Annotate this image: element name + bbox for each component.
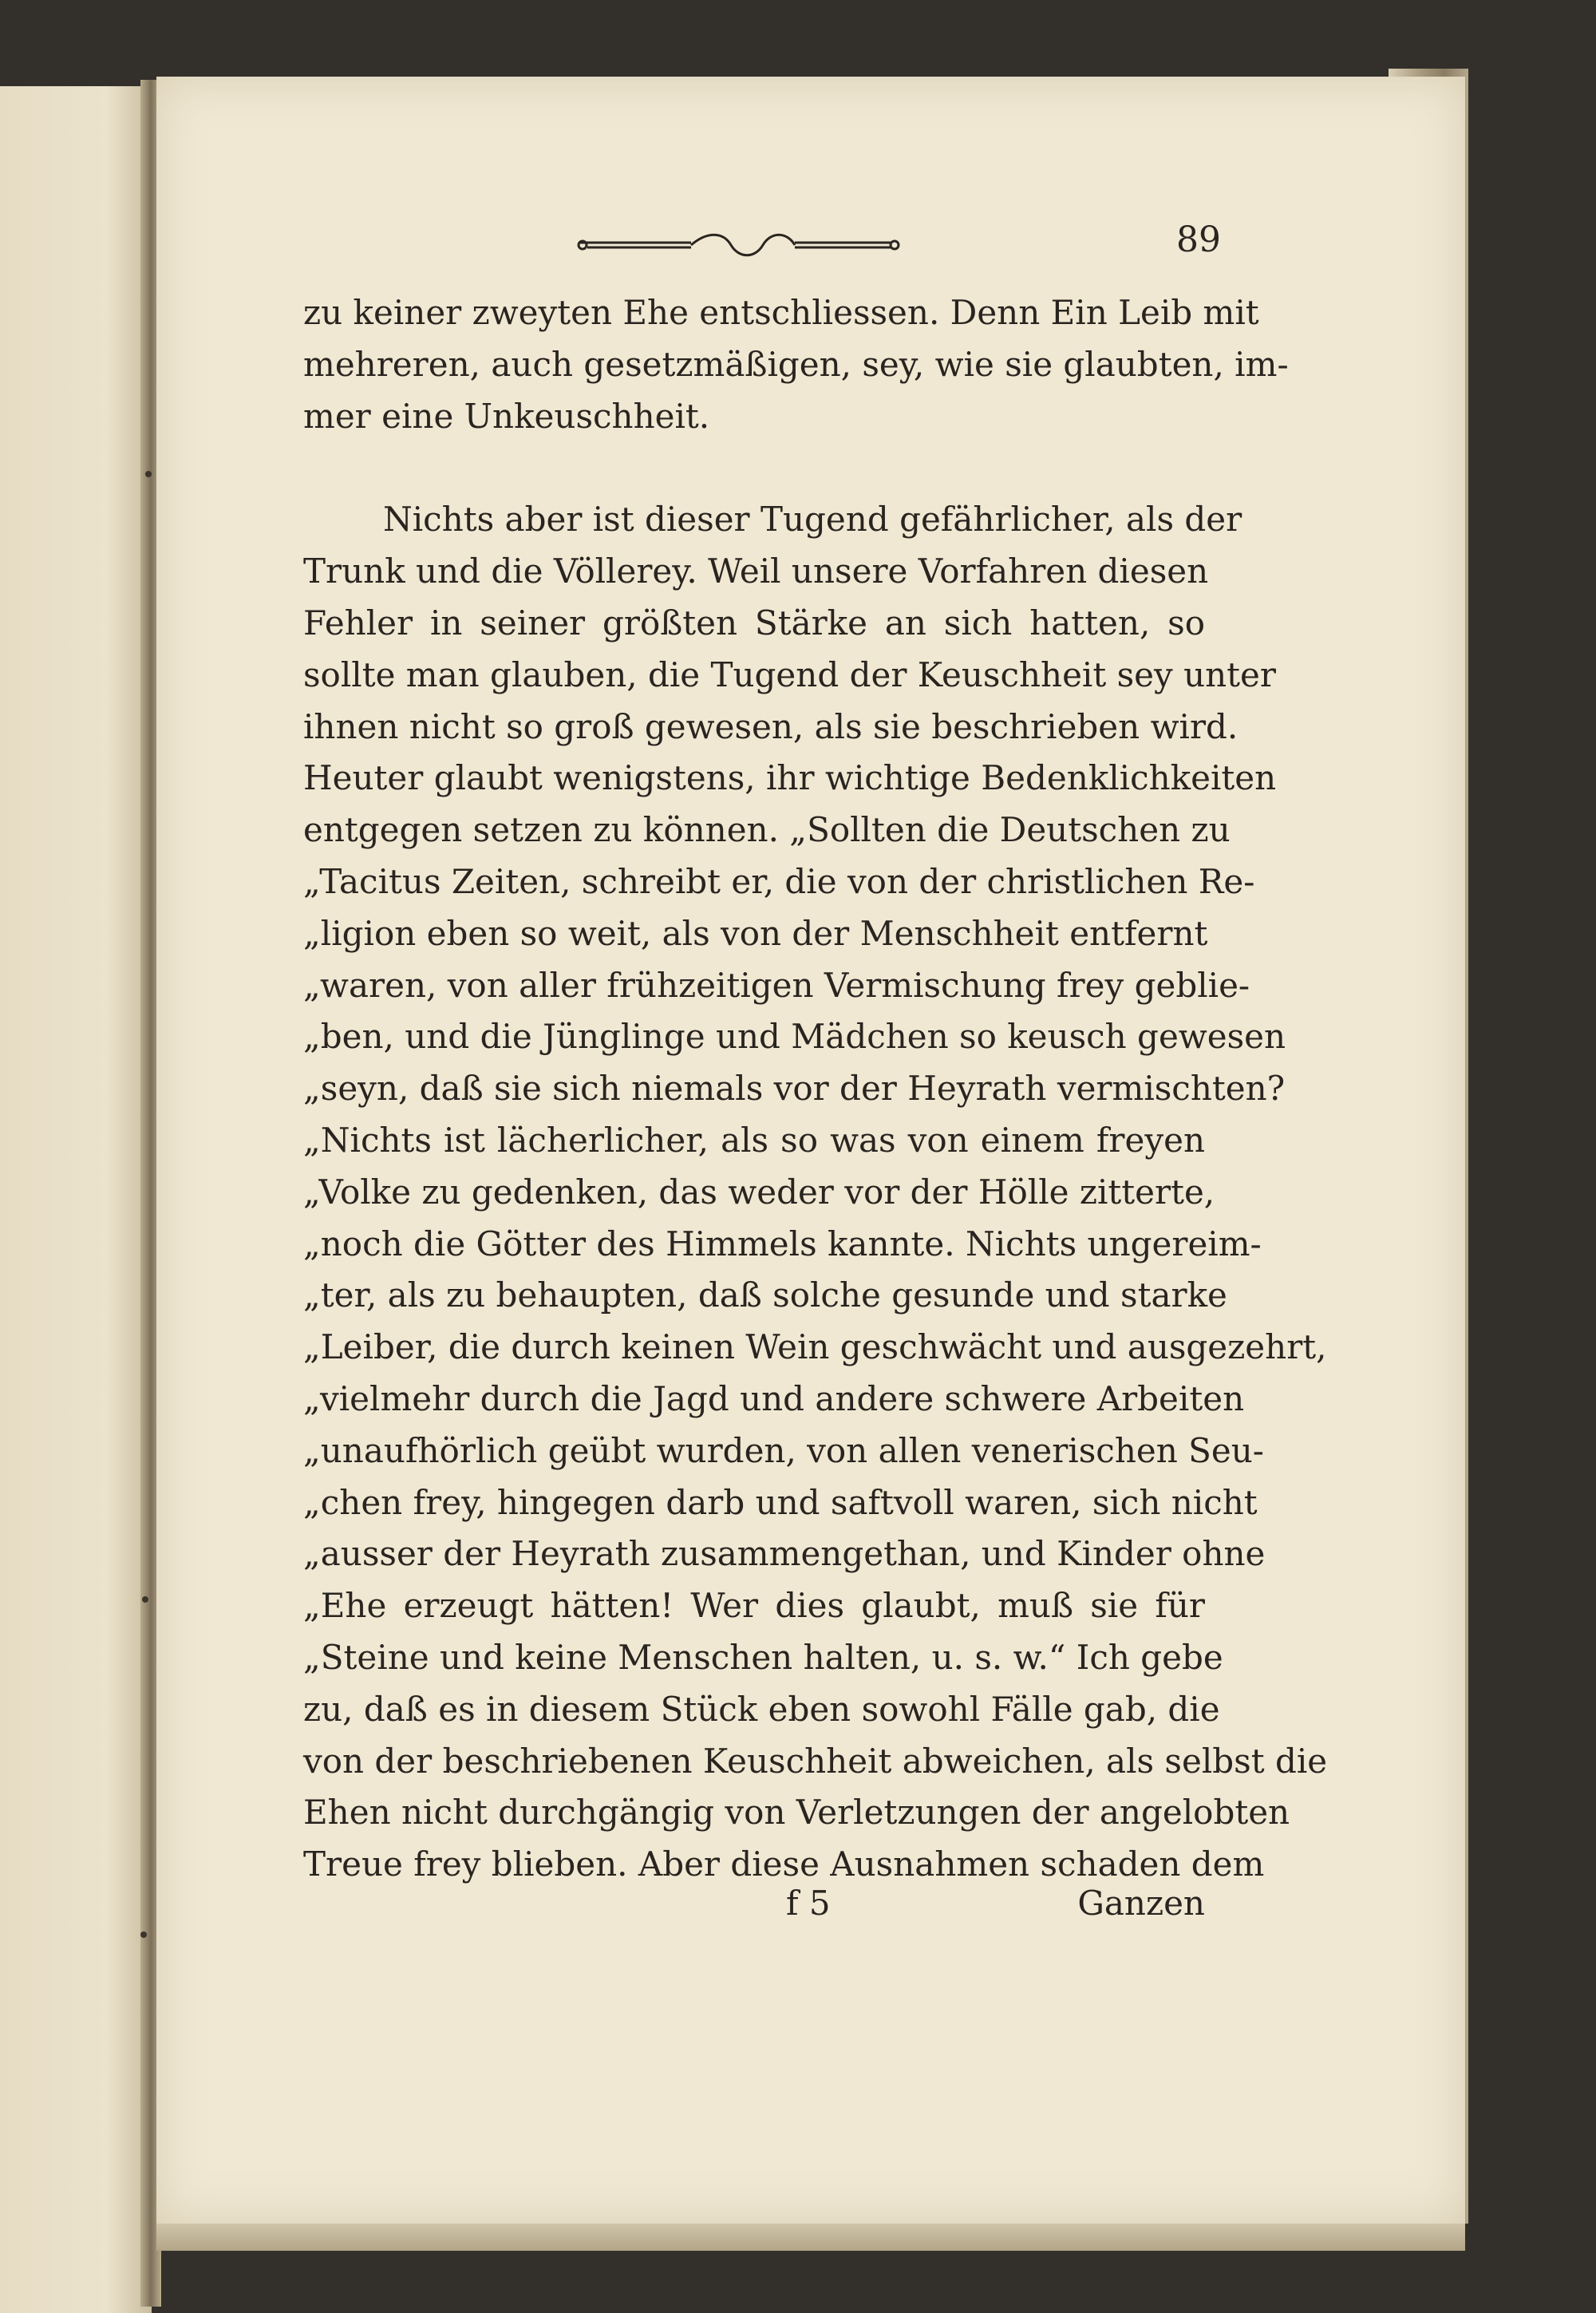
text-line: entgegen setzen zu können. „Sollten die Deutschen zu (303, 810, 1231, 850)
text-line: sollte man glauben, die Tugend der Keuschheit sey unter (303, 654, 1276, 694)
text-line: ihnen nicht so groß gewesen, als sie beschrieben wird. (303, 706, 1238, 746)
text-line: Ehen nicht durchgängig von Verletzungen der angelobten (303, 1793, 1290, 1833)
text-line: zu keiner zweyten Ehe entschliessen. Denn Ein Leib mit (303, 293, 1259, 332)
text-line: Treue frey blieben. Aber diese Ausnahmen schaden dem (303, 1844, 1265, 1884)
left-page-edge (0, 86, 152, 2313)
text-line: „Tacitus Zeiten, schreibt er, die von der christlichen Re- (303, 861, 1255, 901)
body-text (303, 287, 1328, 1943)
paper-speck (145, 471, 152, 477)
text-line: „chen frey, hingegen darb und saftvoll waren, sich nicht (303, 1482, 1258, 1522)
text-line: „unaufhörlich geübt wurden, von allen venerischen Seu- (303, 1430, 1264, 1470)
paragraph (303, 494, 1328, 1942)
text-line: „noch die Götter des Himmels kannte. Nichts ungereim- (303, 1224, 1262, 1263)
paper-speck (140, 1931, 147, 1938)
text-line: von der beschriebenen Keuschheit abweichen, als selbst die (303, 1741, 1328, 1781)
text-line: „Nichts ist lächerlicher, als so was von einem freyen (303, 1120, 1205, 1160)
page-number: 89 (1176, 219, 1221, 260)
text-line: mer eine Unkeuschheit. (303, 396, 710, 436)
text-line: „Volke zu gedenken, das weder vor der Hölle zitterte, (303, 1172, 1215, 1212)
text-line: „ter, als zu behaupten, daß solche gesunde und starke (303, 1275, 1227, 1315)
text-line: mehreren, auch gesetzmäßigen, sey, wie sie glaubten, im- (303, 344, 1289, 384)
text-line: Nichts aber ist dieser Tugend gefährlicher, als der (383, 500, 1242, 540)
text-line: „seyn, daß sie sich niemals vor der Heyrath vermischten? (303, 1069, 1286, 1109)
text-line: Trunk und die Völlerey. Weil unsere Vorfahren diesen (303, 552, 1209, 591)
text-line: Heuter glaubt wenigstens, ihr wichtige Bedenklichkeiten (303, 758, 1277, 798)
catchword: Ganzen (1077, 1884, 1205, 1923)
signature-mark: f 5 (786, 1884, 831, 1923)
text-line: „Leiber, die durch keinen Wein geschwächt und ausgezehrt, (303, 1327, 1327, 1367)
text-line: zu, daß es in diesem Stück eben sowohl Fälle gab, die (303, 1689, 1220, 1729)
paragraph (303, 287, 1289, 442)
text-line: „Steine und keine Menschen halten, u. s. w.“ Ich gebe (303, 1637, 1223, 1677)
text-line: „ausser der Heyrath zusammengethan, und Kinder ohne (303, 1534, 1266, 1574)
page-footer (303, 1884, 1205, 1939)
header-ornament-icon (276, 231, 915, 263)
text-line: „ligion eben so weit, als von der Menschheit entfernt (303, 913, 1208, 953)
paragraph-gap (303, 442, 1205, 494)
text-line: „waren, von aller frühzeitigen Vermischung frey geblie- (303, 965, 1250, 1005)
text-line: „vielmehr durch die Jagd und andere schwere Arbeiten (303, 1378, 1245, 1418)
paper-speck (142, 1596, 148, 1603)
text-line: „ben, und die Jünglinge und Mädchen so keusch gewesen (303, 1017, 1286, 1057)
text-line: „Ehe erzeugt hätten! Wer dies glaubt, muß sie für (303, 1586, 1205, 1626)
text-line: Fehler in seiner größten Stärke an sich hatten, so (303, 603, 1205, 642)
